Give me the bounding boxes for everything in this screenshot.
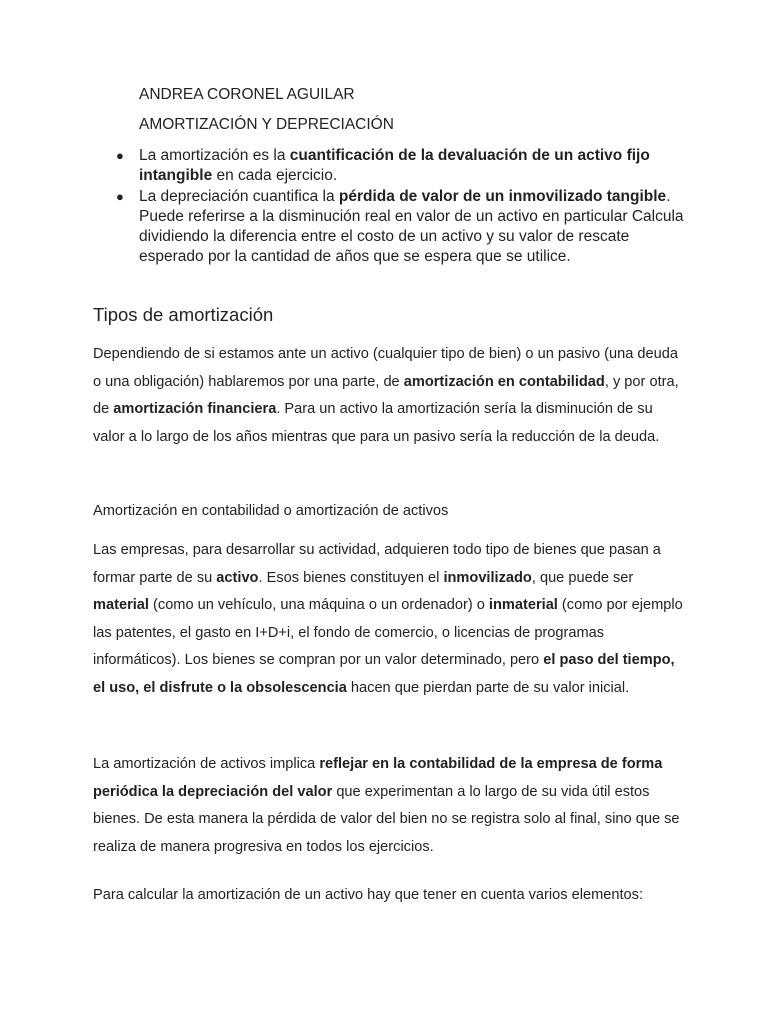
bold-text: inmaterial: [488, 597, 558, 613]
text-run: Dependiendo de si estamos ante un activo (cualquier tipo de bien) o un pasivo (una deuda o una obligación) hablaremos por una parte, de: [93, 346, 678, 390]
bold-text: cuantificación de la devaluación de un activo fijo intangible: [139, 147, 650, 185]
document-title: AMORTIZACIÓN Y DEPRECIACIÓN: [139, 116, 394, 133]
text-run: Para calcular la amortización de un activo hay que tener en cuenta varios elementos:: [93, 887, 644, 903]
paragraph-empresas: [93, 537, 683, 702]
bold-text: pérdida de valor de un inmovilizado tangible: [338, 187, 667, 205]
bullet-dot-icon: ●: [116, 188, 124, 204]
bold-text: el paso del tiempo, el uso, el disfrute o la obsolescencia: [93, 652, 675, 696]
paragraph-amortizacion-activos: [93, 751, 683, 861]
text-run: . Puede referirse a la disminución real en valor de un activo en particular Calcula dividiendo la diferencia entre el costo de un activo y su valor de rescate esperado por la cantidad de años que se espera que se utilice.: [139, 187, 684, 266]
text-run: La depreciación cuantifica la: [139, 187, 339, 205]
author-name: ANDREA CORONEL AGUILAR: [139, 86, 355, 103]
text-run: que experimentan a lo largo de su vida útil estos bienes. De esta manera la pérdida de valor del bien no se registra solo al final, sino que se realiza de manera progresiva en todos los ejercicios.: [93, 783, 680, 855]
paragraph-calculo: [93, 882, 683, 910]
bullet-dot-icon: ●: [116, 148, 124, 163]
text-run: hacen que pierdan parte de su valor inicial.: [346, 679, 630, 696]
text-run: en cada ejercicio.: [212, 167, 338, 185]
bold-text: reflejar en la contabilidad de la empresa de forma periódica la depreciación del valor: [93, 756, 663, 800]
text-run: (como un vehículo, una máquina o un ordenador) o: [148, 597, 489, 613]
text-run: , y por otra, de: [93, 373, 679, 417]
bullet-list: [114, 146, 684, 268]
bold-text: amortización en contabilidad: [403, 373, 605, 390]
text-run: , que puede ser: [531, 569, 634, 586]
text-run: (como por ejemplo las patentes, el gasto en I+D+i, el fondo de comercio, o licencias de programas informáticos). Los bienes se compran por un valor determinado, pero: [93, 597, 683, 668]
bullet-item-depreciacion: [114, 187, 684, 268]
section-heading: Tipos de amortización: [93, 304, 274, 325]
text-run: . Para un activo la amortización sería la disminución de su valor a lo largo de los años mientras que para un pasivo sería la reducción de la deuda.: [93, 401, 660, 445]
text-run: La amortización es la: [139, 147, 290, 164]
bold-text: amortización financiera: [113, 401, 277, 417]
text-run: La amortización de activos implica: [93, 756, 320, 772]
intro-paragraph: [93, 341, 683, 451]
bullet-item-amortizacion: [114, 146, 684, 187]
bold-text: activo: [216, 569, 259, 586]
text-run: . Esos bienes constituyen el: [258, 569, 444, 586]
bold-text: inmovilizado: [443, 569, 532, 586]
text-run: Las empresas, para desarrollar su actividad, adquieren todo tipo de bienes que pasan a formar parte de su: [93, 542, 661, 586]
bold-text: material: [93, 597, 149, 613]
subsection-heading: Amortización en contabilidad o amortización de activos: [93, 503, 449, 519]
